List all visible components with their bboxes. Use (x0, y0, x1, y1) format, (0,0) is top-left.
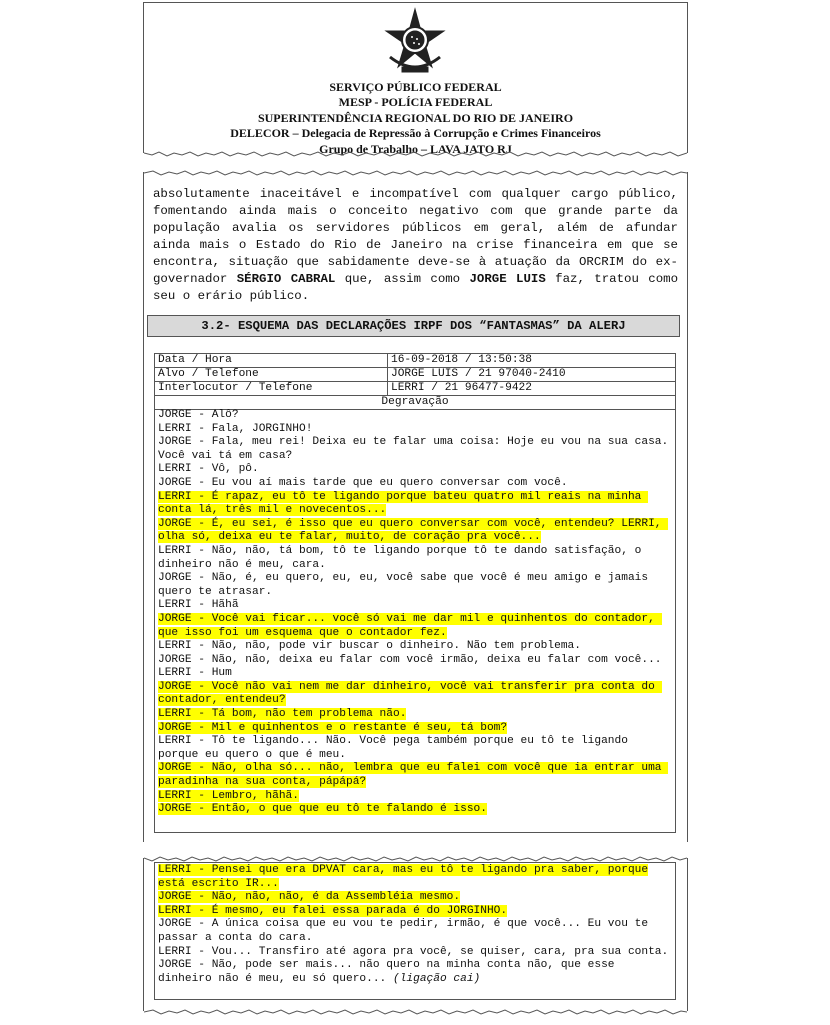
paragraph-text: faz, tratou como seu o erário público. (153, 272, 679, 303)
bold-name-jorge: JORGE LUIS (469, 272, 546, 286)
meta-label: Data / Hora (155, 354, 388, 368)
transcript-text: LERRI - Vô, pô. (158, 463, 259, 476)
transcript-text: JORGE - Você vai ficar... você só vai me dar mil e quinhentos do contador, que isso foi um esquema que o contador fez. (158, 612, 662, 639)
transcript-line (158, 640, 672, 654)
transcript-text: LERRI - Tô te ligando... Não. Você pega também porque eu tô te ligando porque eu quero o que é meu. (158, 735, 635, 761)
table-row (155, 368, 676, 382)
transcript-text: LERRI - Vou... Transfiro até agora pra você, se quiser, cara, pra sua conta. (158, 945, 669, 958)
transcript-line (158, 905, 672, 919)
transcript-line (158, 864, 672, 891)
meta-value: LERRI / 21 96477-9422 (388, 382, 676, 396)
interception-meta-table (154, 353, 676, 410)
transcript-text: JORGE - É, eu sei, é isso que eu quero conversar com você, entendeu? LERRI, olha só, deixa eu te falar, muito, de coração pra você... (158, 517, 669, 544)
transcript-line (158, 613, 672, 640)
transcript-line (158, 722, 672, 736)
transcript-line (158, 545, 672, 572)
transcript-text: JORGE - A única coisa que eu vou te pedir, irmão, é que você... Eu vou te passar a conta do cara. (158, 918, 649, 944)
transcript-line (158, 790, 672, 804)
transcript-text: JORGE - Alô? (158, 409, 239, 421)
transcript-line (158, 518, 672, 545)
transcript-line (158, 803, 672, 817)
meta-value: JORGE LUIS / 21 97040-2410 (388, 368, 676, 382)
transcript-text: JORGE - Fala, meu rei! Deixa eu te falar uma coisa: Hoje eu vou na sua casa. Você vai tá em casa? (158, 436, 675, 462)
transcript-text: LERRI - Pensei que era DPVAT cara, mas eu tô te ligando pra saber, porque está escrito IR... (158, 864, 649, 890)
letterhead (143, 2, 688, 156)
call-dropped-note: (ligação cai) (392, 972, 481, 985)
header-line-3: SUPERINTENDÊNCIA REGIONAL DO RIO DE JANEIRO (257, 110, 574, 125)
transcript-text: LERRI - Tá bom, não tem problema não. (158, 708, 407, 721)
header-line-4: DELECOR – Delegacia de Repressão à Corrupção e Crimes Financeiros (230, 126, 601, 141)
torn-edge (144, 168, 687, 178)
transcript-line (158, 423, 672, 437)
transcript-text: JORGE - Eu vou aí mais tarde que eu quero conversar com você. (158, 476, 568, 489)
transcript-box (154, 408, 676, 833)
transcript-line (158, 572, 672, 599)
transcript-line (158, 918, 672, 945)
transcript-line (158, 946, 672, 960)
transcript-line (158, 681, 672, 708)
transcript-text: JORGE - Não, olha só... não, lembra que eu falei com você que ia entrar uma paradinha na sua conta, pápápá? (158, 762, 669, 789)
header-line-2: MESP - POLÍCIA FEDERAL (338, 95, 493, 110)
header-line-5: Grupo de Trabalho – LAVA JATO RJ (319, 141, 512, 156)
transcript-text: JORGE - Não, é, eu quero, eu, eu, você sabe que você é meu amigo e jamais quero te atrasar. (158, 572, 655, 598)
transcript-line (158, 477, 672, 491)
transcript-line (158, 463, 672, 477)
transcript-text: LERRI - Hum (158, 667, 232, 680)
document-continuation (143, 858, 688, 1011)
transcript-text: JORGE - Você não vai nem me dar dinheiro, você vai transferir pra conta do contador, entendeu? (158, 680, 662, 707)
table-row (155, 382, 676, 396)
torn-edge (144, 149, 687, 159)
transcript-text: JORGE - Não, pode ser mais... não quero na minha conta não, que esse dinheiro não é meu, eu só quero... (158, 959, 615, 985)
transcript-text: LERRI - É rapaz, eu tô te ligando porque bateu quatro mil reais na minha conta lá, três mil e novecentos... (158, 490, 649, 517)
transcript-text: LERRI - Lembro, hãhã. (158, 789, 299, 802)
transcript-text: LERRI - Fala, JORGINHO! (158, 422, 313, 435)
brazil-coat-of-arms-icon (380, 7, 450, 77)
transcript-line (158, 491, 672, 518)
transcript-text: JORGE - Não, não, não, é da Assembléia mesmo. (158, 891, 461, 904)
transcript-text: LERRI - É mesmo, eu falei essa parada é do JORGINHO. (158, 904, 508, 917)
transcript-line (158, 735, 672, 762)
bold-name-cabral: SÉRGIO CABRAL (236, 272, 336, 286)
transcript-line (158, 959, 672, 986)
transcript-text: JORGE - Não, não, deixa eu falar com você irmão, deixa eu falar com você... (158, 653, 662, 666)
meta-label: Alvo / Telefone (155, 368, 388, 382)
torn-edge (144, 1007, 687, 1017)
paragraph-text: que, assim como (335, 272, 470, 286)
transcript-line (158, 599, 672, 613)
degravacao-header: Degravação (155, 396, 676, 410)
transcript-line (158, 708, 672, 722)
transcript-text: JORGE - Mil e quinhentos e o restante é seu, tá bom? (158, 721, 508, 734)
header-line-1: SERVIÇO PÚBLICO FEDERAL (329, 80, 502, 94)
transcript-text: LERRI - Hãhã (158, 599, 239, 612)
body-paragraph (153, 186, 678, 305)
table-row (155, 354, 676, 368)
transcript-line (158, 762, 672, 789)
transcript-text: LERRI - Não, não, tá bom, tô te ligando porque tô te dando satisfação, o dinheiro não é meu, cara. (158, 544, 649, 571)
transcript-text: LERRI - Não, não, pode vir buscar o dinheiro. Não tem problema. (158, 640, 581, 653)
transcript-line (158, 409, 672, 423)
transcript-box-continued (154, 862, 676, 1000)
transcript-line (158, 654, 672, 668)
transcript-text: JORGE - Então, o que que eu tô te falando é isso. (158, 803, 487, 816)
document-body (143, 172, 688, 842)
meta-value: 16-09-2018 / 13:50:38 (388, 354, 676, 368)
paragraph-text: absolutamente inaceitável e incompatível com qualquer cargo público, fomentando ainda mais o conceito negativo com que grande parte da população avalia os servidores públicos em geral, além de afundar ainda mais o Estado do Rio de Janeiro na crise financeira em que se encontra, situação que sabidamente deve-se à atuação da ORCRIM do ex-governador (153, 187, 678, 286)
transcript-line (158, 891, 672, 905)
section-title: 3.2- ESQUEMA DAS DECLARAÇÕES IRPF DOS “FANTASMAS” DA ALERJ (147, 315, 680, 337)
meta-label: Interlocutor / Telefone (155, 382, 388, 396)
transcript-line (158, 436, 675, 463)
transcript-line (158, 667, 672, 681)
